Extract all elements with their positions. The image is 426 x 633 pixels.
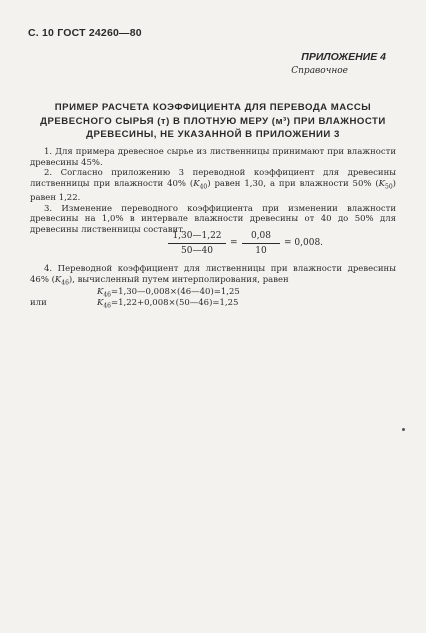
title-line: ДРЕВЕСНОГО СЫРЬЯ (т) В ПЛОТНУЮ МЕРУ (м³) ПРИ ВЛАЖНОСТИ	[40, 115, 386, 127]
text-run: 2. Согласно приложению 3 переводной коэффициент для древесины лиственницы при влажности 40% (	[30, 168, 396, 189]
var-k: K	[97, 287, 104, 297]
equals-sign: =	[230, 238, 238, 248]
var-sub: 46	[103, 291, 111, 299]
calc-line-1	[97, 287, 240, 299]
text-run: ) равен 1,22.	[30, 178, 396, 204]
calc-expr: =1,30—0,008×(46—40)=1,25	[111, 287, 240, 297]
numerator: 0,08	[242, 230, 280, 244]
var-k: K	[193, 178, 200, 189]
text-run: 4. Переводной коэффициент для лиственницы при влажности древесины 46% (	[30, 264, 396, 285]
formula-result: = 0,008.	[284, 238, 324, 248]
var-k: K	[378, 178, 386, 189]
document-title	[30, 101, 396, 142]
appendix-label: ПРИЛОЖЕНИЕ 4	[301, 51, 386, 63]
denominator: 10	[255, 246, 267, 256]
or-label: или	[30, 298, 47, 308]
title-line: ПРИМЕР РАСЧЕТА КОЭФФИЦИЕНТА ДЛЯ ПЕРЕВОДА МАССЫ	[54, 102, 372, 113]
title-line: ДРЕВЕСИНЫ, НЕ УКАЗАННОЙ В ПРИЛОЖЕНИИ 3	[86, 129, 340, 140]
calc-line-2	[97, 298, 238, 310]
page-header: С. 10 ГОСТ 24260—80	[28, 27, 142, 39]
var-sub: 46	[61, 279, 69, 287]
var-sub: 46	[103, 302, 111, 310]
document-body	[30, 147, 396, 235]
text-run: ) равен 1,30, а при влажности 50% (	[207, 178, 379, 189]
calc-expr: =1,22+0,008×(50—46)=1,25	[111, 298, 239, 308]
fraction-2	[242, 230, 280, 258]
var-k: K	[97, 298, 104, 308]
scan-speck	[402, 428, 405, 431]
var-sub: 40	[199, 183, 208, 191]
paragraph-4	[30, 264, 396, 289]
paragraph-1: 1. Для примера древесное сырье из лиственницы принимают при влажности древесины 45%.	[30, 147, 396, 168]
paragraph-3: 3. Изменение переводного коэффициента при изменении влажности древесины на 1,0% в интервале влажности древесины от 40 до 50% для древесины лиственницы составит	[30, 203, 396, 235]
appendix-subtitle: Справочное	[291, 66, 348, 76]
text-run: ), вычисленный путем интерполирования, равен	[68, 274, 289, 285]
var-sub: 50	[385, 183, 393, 191]
denominator: 50—40	[181, 246, 213, 256]
var-k: K	[54, 274, 62, 285]
fraction-1	[168, 230, 226, 258]
paragraph-2	[30, 168, 396, 203]
numerator: 1,30—1,22	[168, 230, 226, 244]
